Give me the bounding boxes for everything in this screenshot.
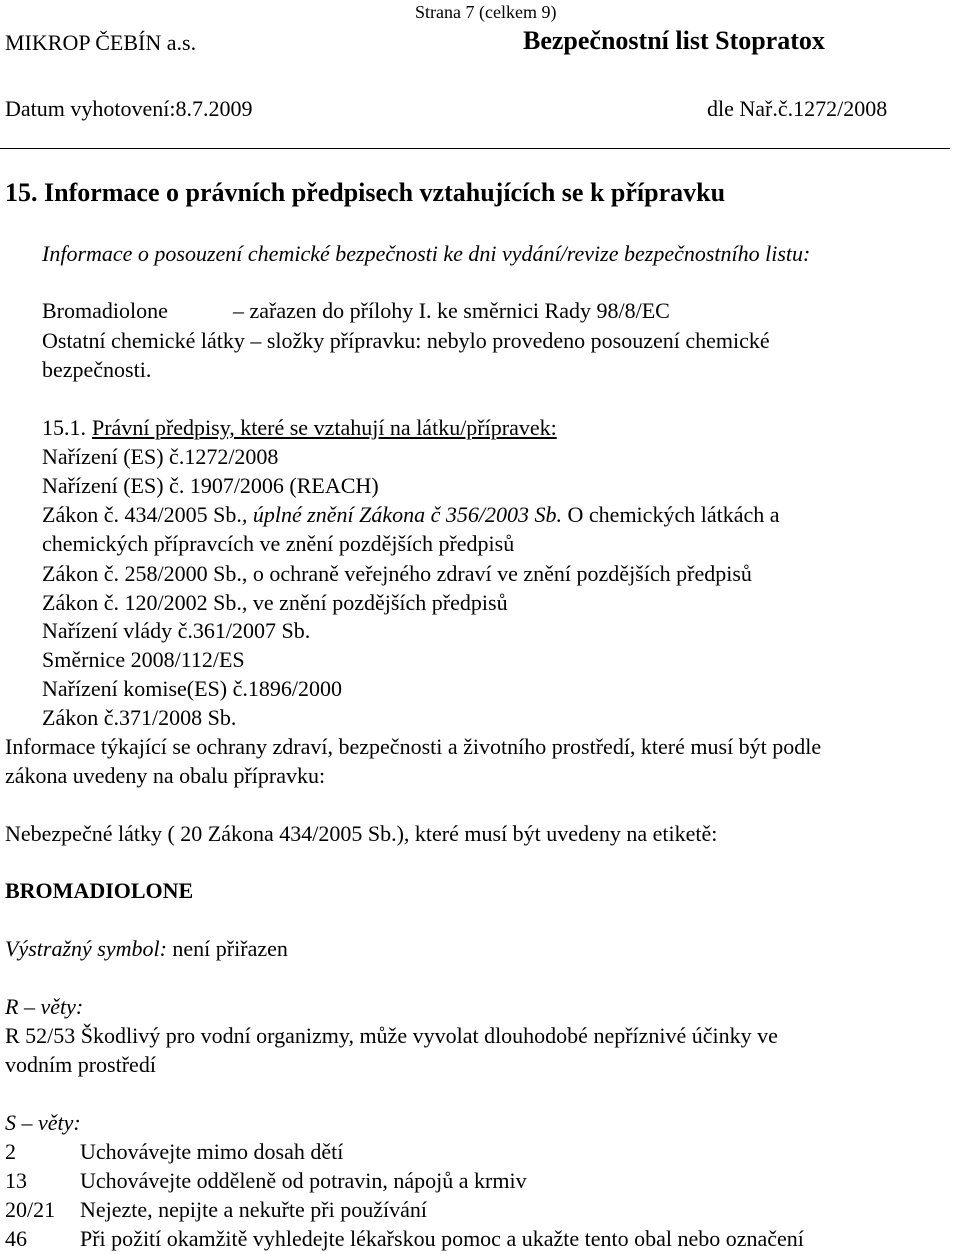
other-substances-line2: bezpečnosti. [42,357,152,382]
warning-symbol-value: není přiřazen [166,936,288,961]
s-phrase-text: Nejezte, nepijte a nekuřte při používání [80,1197,427,1222]
section-heading: 15. Informace o právních předpisech vztahujících se k přípravku [5,178,726,207]
law-item-continued: chemických přípravcích ve znění pozdějších předpisů [42,531,515,556]
law-item: Zákon č.371/2008 Sb. [42,705,237,730]
document-title: Bezpečnostní list Stopratox [523,26,825,55]
r-phrase-line2: vodním prostředí [5,1052,156,1077]
law-item: Nařízení (ES) č.1272/2008 [42,444,279,469]
s-phrase-text: Uchovávejte odděleně od potravin, nápojů a krmiv [80,1168,527,1193]
other-substances-line1: Ostatní chemické látky – složky přípravku: nebylo provedeno posouzení chemické [42,328,770,353]
labeling-info-line1: Informace týkající se ochrany zdraví, bezpečnosti a životního prostředí, které musí být podle [5,734,822,759]
subsection-title: Právní předpisy, které se vztahují na látku/přípravek: [92,415,557,440]
assessment-intro: Informace o posouzení chemické bezpečnosti ke dni vydání/revize bezpečnostního listu: [42,241,811,266]
company-name: MIKROP ČEBÍN a.s. [5,30,197,55]
regulation-ref: dle Nař.č.1272/2008 [707,96,888,121]
s-phrase-code: 46 [5,1226,27,1251]
issue-date: Datum vyhotovení:8.7.2009 [5,96,253,121]
bromadiolone-label: Bromadiolone [42,298,168,323]
r-phrases-heading: R – věty: [5,994,84,1019]
law-item: Zákon č. 120/2002 Sb., ve znění pozdějších předpisů [42,590,508,615]
law-consolidated: , úplné znění Zákona č 356/2003 Sb. [241,502,563,527]
s-phrase-code: 13 [5,1168,27,1193]
header-rule [0,148,950,149]
law-item: Směrnice 2008/112/ES [42,647,245,672]
s-phrase-code: 2 [5,1139,16,1164]
subsection-number: 15.1. [42,415,86,440]
s-phrases-heading: S – věty: [5,1110,81,1135]
page-number: Strana 7 (celkem 9) [415,2,557,22]
r-phrase-line1: R 52/53 Škodlivý pro vodní organizmy, může vyvolat dlouhodobé nepříznivé účinky ve [5,1023,778,1048]
hazardous-substances: Nebezpečné látky ( 20 Zákona 434/2005 Sb.), které musí být uvedeny na etiketě: [5,821,718,846]
s-phrase-code: 20/21 [5,1197,56,1222]
law-name: O chemických látkách a [562,502,780,527]
bromadiolone-status: – zařazen do přílohy I. ke směrnici Rady 98/8/EC [233,298,670,323]
labeling-info-line2: zákona uvedeny na obalu přípravku: [5,763,326,788]
law-item [42,504,780,526]
warning-symbol [5,938,288,960]
law-ref: Zákon č. 434/2005 Sb. [42,502,242,527]
law-item: Nařízení komise(ES) č.1896/2000 [42,676,342,701]
s-phrase-text: Uchovávejte mimo dosah dětí [80,1139,344,1164]
law-item: Zákon č. 258/2000 Sb., o ochraně veřejného zdraví ve znění pozdějších předpisů [42,561,752,586]
warning-symbol-label: Výstražný symbol: [5,936,167,961]
law-item: Nařízení (ES) č. 1907/2006 (REACH) [42,473,379,498]
law-item: Nařízení vlády č.361/2007 Sb. [42,618,311,643]
substance-name: BROMADIOLONE [5,878,194,903]
s-phrase-text: Při požití okamžitě vyhledejte lékařskou pomoc a ukažte tento obal nebo označení [80,1226,804,1251]
